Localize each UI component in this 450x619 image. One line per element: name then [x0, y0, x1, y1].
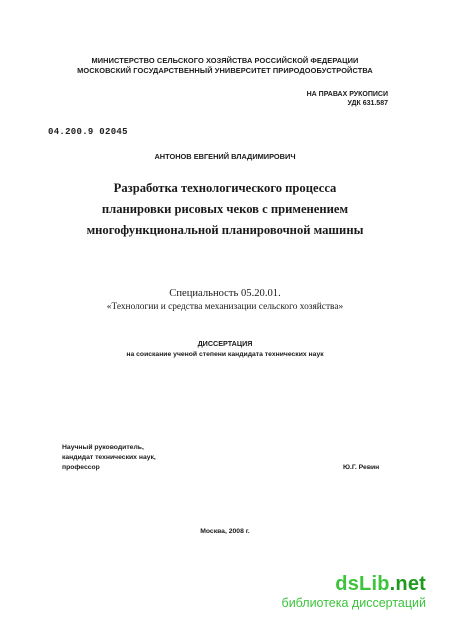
title-line-1: Разработка технологического процесса [113, 181, 337, 195]
supervisor-degree: кандидат технических наук, [62, 454, 156, 461]
university-line: МОСКОВСКИЙ ГОСУДАРСТВЕННЫЙ УНИВЕРСИТЕТ ПРИРОДООБУСТРОЙСТВА [77, 66, 373, 75]
supervisor-title: профессор [62, 464, 100, 471]
dissertation-title [0, 178, 450, 241]
supervisor-name: Ю.Г. Ревин [343, 464, 380, 471]
supervisor-role: Научный руководитель, [62, 444, 144, 451]
logo-main: dsLib [335, 573, 390, 595]
registration-stamp: 04.200.9 02045 [48, 127, 128, 137]
title-line-2: планировки рисовых чеков с применением [101, 202, 349, 216]
ministry-line-1: МИНИСТЕРСТВО СЕЛЬСКОГО ХОЗЯЙСТВА РОССИЙСКОЙ ФЕДЕРАЦИИ [91, 56, 359, 65]
title-line-3: многофункциональной планировочной машины [86, 223, 364, 237]
author-name: АНТОНОВ ЕВГЕНИЙ ВЛАДИМИРОВИЧ [154, 152, 296, 161]
degree-line: на соискание ученой степени кандидата технических наук [126, 351, 324, 358]
manuscript-rights-note: НА ПРАВАХ РУКОПИСИ [306, 91, 388, 98]
dissertation-label: ДИССЕРТАЦИЯ [197, 339, 253, 348]
rights-block [307, 90, 388, 108]
place-and-year: Москва, 2008 г. [200, 528, 250, 535]
specialty-code: Специальность 05.20.01. [169, 288, 281, 299]
watermark-subtitle: библиотека диссертаций [281, 596, 426, 610]
logo-tld: .net [389, 573, 426, 595]
udk-code: УДК 631.587 [347, 100, 388, 107]
dslib-logo [335, 573, 426, 596]
supervisor-block [62, 443, 156, 473]
specialty-name: «Технологии и средства механизации сельского хозяйства» [106, 302, 344, 312]
